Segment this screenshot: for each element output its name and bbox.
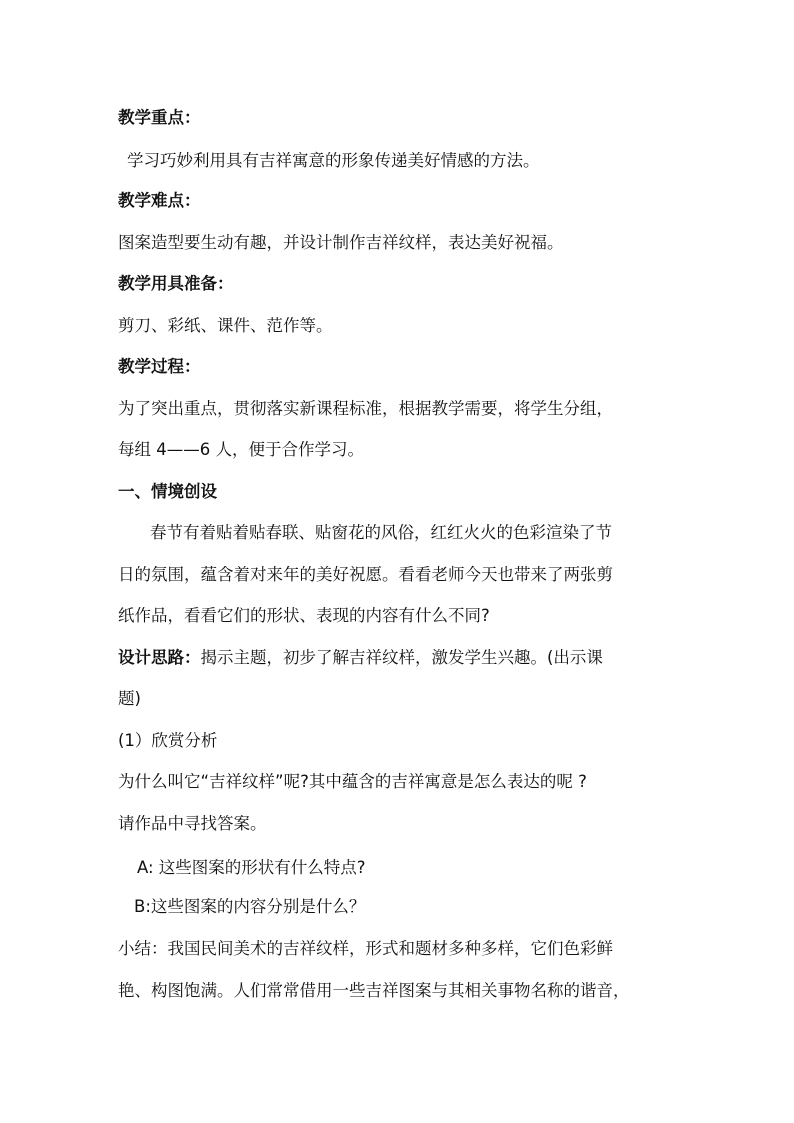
design-idea-line-2: 题) [118, 689, 141, 708]
teaching-difficulty-text: 图案造型要生动有趣，并设计制作吉祥纹样，表达美好祝福。 [118, 233, 564, 252]
question-b: B:这些图案的内容分别是什么？ [134, 897, 366, 916]
paragraph-1-line-3: 纸作品，看看它们的形状、表现的内容有什么不同? [118, 606, 490, 625]
heading-teaching-tools: 教学用具准备： [118, 274, 234, 293]
design-idea-line [118, 647, 603, 669]
design-idea-text: 揭示主题，初步了解吉祥纹样，激发学生兴趣。(出示课 [200, 648, 603, 667]
summary-line-1: 小结：我国民间美术的吉祥纹样，形式和题材多种多样，它们色彩鲜 [118, 939, 613, 958]
summary-line-2: 艳、构图饱满。人们常常借用一些吉祥图案与其相关事物名称的谐音， [118, 981, 630, 1000]
paragraph-1-line-1: 春节有着贴着贴春联、贴窗花的风俗，红红火火的色彩渲染了节 [150, 523, 612, 542]
teaching-tools-text: 剪刀、彩纸、课件、范作等。 [118, 316, 333, 335]
teaching-key-text: 学习巧妙利用具有吉祥寓意的形象传递美好情感的方法。 [127, 151, 540, 170]
heading-teaching-key: 教学重点： [118, 108, 201, 127]
heading-teaching-process: 教学过程： [118, 357, 201, 376]
process-text-line-2: 每组 4——6 人，便于合作学习。 [118, 440, 364, 459]
question-line-1: 为什么叫它“吉祥纹样”呢?其中蕴含的吉祥寓意是怎么表达的呢 ? [118, 772, 587, 791]
heading-teaching-difficulty: 教学难点： [118, 191, 201, 210]
process-text-line-1: 为了突出重点，贯彻落实新课程标准，根据教学需要，将学生分组， [118, 399, 613, 418]
paragraph-1-line-2: 日的氛围，蕴含着对来年的美好祝愿。看看老师今天也带来了两张剪 [118, 565, 613, 584]
section-heading-situation: 一、情境创设 [118, 482, 217, 501]
question-line-2: 请作品中寻找答案。 [118, 814, 267, 833]
question-a: A: 这些图案的形状有什么特点? [137, 858, 366, 877]
subheading-appreciation-analysis: (1）欣赏分析 [118, 731, 218, 750]
design-idea-label: 设计思路： [118, 648, 201, 667]
